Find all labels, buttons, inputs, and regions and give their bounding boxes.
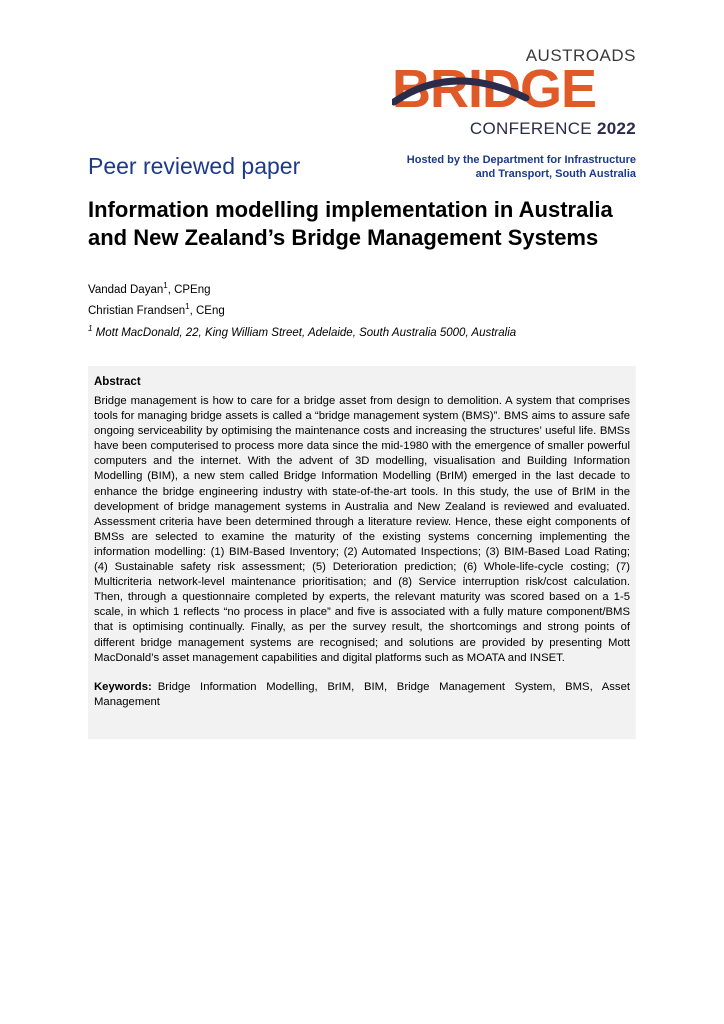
logo-bridge-word: BRIDGE (392, 59, 597, 119)
logo-austroads: AUSTROADS (525, 46, 636, 65)
abstract-box (88, 366, 636, 739)
logo-conference: CONFERENCE 2022 (469, 119, 636, 138)
abstract-heading: Abstract (94, 376, 141, 388)
keywords (94, 680, 630, 710)
author-2: Christian Frandsen$^1$, CEng (88, 302, 225, 317)
conference-logo (392, 46, 638, 142)
keywords-label: Keywords: (94, 681, 152, 693)
author-1: Vandad Dayan$^1$, CPEng (88, 281, 211, 296)
hosted-line-2: and Transport, South Australia (475, 168, 636, 180)
bridge-arch-icon (392, 68, 532, 108)
paper-title: Information modelling implementation in Australia and New Zealand’s Bridge Management Systems (88, 197, 613, 250)
keywords-text: Bridge Information Modelling, BrIM, BIM, Bridge Management System, BMS, Asset Management (94, 681, 630, 709)
abstract-body: Bridge management is how to care for a bridge asset from design to demolition. A system that comprises tools for managing bridge assets is called a “bridge management system (BMS)”. BMS aims to assure safe ongoing serviceability by optimising the maintenance costs and increasing the structures’ useful life. BMSs have been computerised to process more data since the mid-1980 with the emergence of smaller powerful computers and the internet. With the advent of 3D modelling, visualisation and Building Information Modelling (BIM), a new stem called Bridge Information Modelling (BrIM) emerged in the last decade to enhance the bridge engineering industry with state-of-the-art tools. In this study, the use of BrIM in the development of bridge management systems in Australia and New Zealand is reviewed and evaluated. Assessment criteria have been determined through a literature review. Hence, these eight components of BMSs are selected to examine the maturity of the existing systems concerning implementing the information modelling: (1) BIM-Based Inventory; (2) Automated Inspections; (3) BIM-Based Load Rating; (4) Sustainable safety risk assessment; (5) Deterioration prediction; (6) Whole-life-cycle costing; (7) Multicriteria network-level maintenance prioritisation; and (8) Service interruption risk/cost calculation. Then, through a questionnaire completed by experts, the relevant maturity was scored based on a 1-5 scale, in which 1 reflects “no process in place” and five is associated with a fully mature component/BMS that is optimising continually. Finally, as per the survey result, the shortcomings and strong points of different bridge management systems are recognised; and solutions are provided by presenting Mott MacDonald’s asset management capabilities and digital platforms such as MOATA and INSET. (94, 395, 630, 664)
hosted-by (407, 153, 636, 181)
affiliation: $^1$ Mott MacDonald, 22, King William Street, Adelaide, South Australia 5000, Australia (88, 324, 517, 339)
hosted-line-1: Hosted by the Department for Infrastructure (406, 154, 636, 166)
paper-type: Peer reviewed paper (88, 153, 301, 179)
